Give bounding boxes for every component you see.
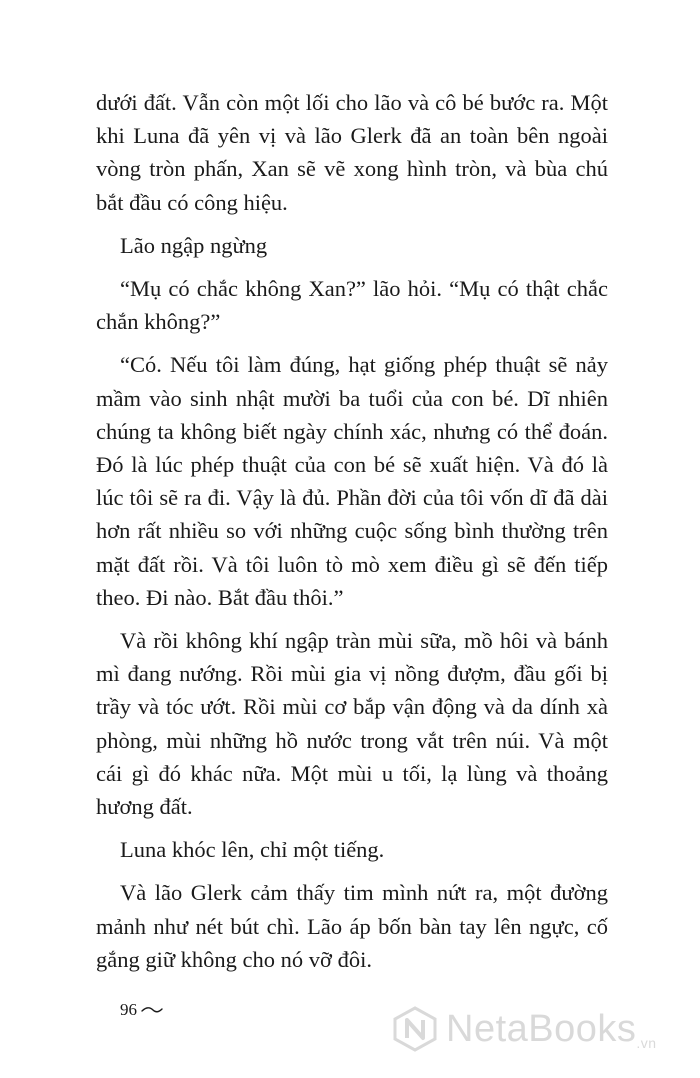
- paragraph-1: dưới đất. Vẫn còn một lối cho lão và cô bé bước ra. Một khi Luna đã yên vị và lão Glerk đã an toàn bên ngoài vòng tròn phấn, Xan sẽ vẽ xong hình tròn, và bùa chú bắt đầu có công hiệu.: [96, 90, 608, 215]
- page-number: 96: [120, 1000, 137, 1019]
- paragraph-4: “Có. Nếu tôi làm đúng, hạt giống phép thuật sẽ nảy mầm vào sinh nhật mười ba tuổi của con bé. Dĩ nhiên chúng ta không biết ngày chính xác, nhưng có thể đoán. Đó là lúc phép thuật của con bé sẽ xuất hiện. Và đó là lúc tôi sẽ ra đi. Vậy là đủ. Phần đời của tôi vốn dĩ đã dài hơn rất nhiều so với những cuộc sống bình thường trên mặt đất rồi. Và tôi luôn tò mò xem điều gì sẽ đến tiếp theo. Đi nào. Bắt đầu thôi.”: [96, 352, 608, 610]
- watermark-text: [446, 1008, 657, 1051]
- paragraph-2: Lão ngập ngừng: [120, 232, 268, 258]
- watermark-suffix: .vn: [636, 1034, 657, 1051]
- watermark: [392, 1006, 657, 1052]
- n-logo-icon: [392, 1006, 438, 1052]
- page-footer: [120, 1000, 163, 1020]
- paragraph-7: Và lão Glerk cảm thấy tim mình nứt ra, một đường mảnh như nét bút chì. Lão áp bốn bàn tay lên ngực, cố gắng giữ không cho nó vỡ đôi.: [96, 880, 608, 972]
- tilde-ornament-icon: [141, 1005, 163, 1015]
- watermark-brand: NetaBooks: [446, 1007, 637, 1050]
- paragraph-6: Luna khóc lên, chỉ một tiếng.: [120, 837, 385, 863]
- paragraph-5: Và rồi không khí ngập tràn mùi sữa, mồ hôi và bánh mì đang nướng. Rồi mùi gia vị nồng đượm, đầu gối bị trầy và tóc ướt. Rồi mùi cơ bắp vận động và da dính xà phòng, mùi những hồ nước trong vắt trên núi. Và một cái gì đó khác nữa. Một mùi u tối, lạ lùng và thoảng hương đất.: [96, 628, 608, 820]
- page-body: [96, 86, 608, 986]
- paragraph-3: “Mụ có chắc không Xan?” lão hỏi. “Mụ có thật chắc chắn không?”: [96, 276, 608, 335]
